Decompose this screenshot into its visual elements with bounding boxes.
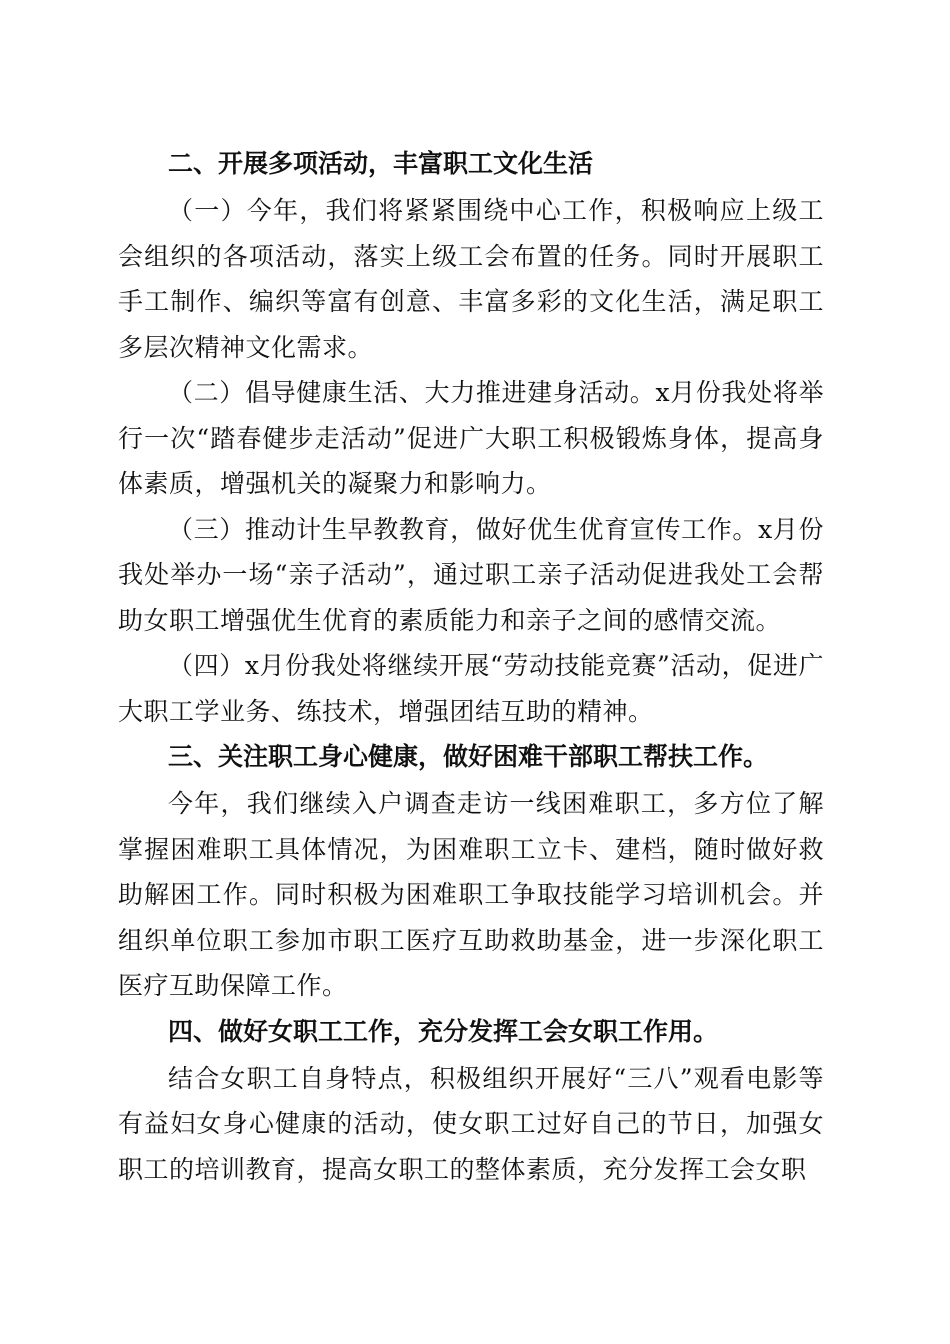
section-heading-3: 三、关注职工身心健康，做好困难干部职工帮扶工作。 bbox=[168, 742, 769, 771]
section-2-item-3: （三）推动计生早教教育，做好优生优育宣传工作。x月份我处举办一场“亲子活动”，通过职工亲子活动促进我处工会帮助女职工增强优生优育的素质能力和亲子之间的感情交流。 bbox=[118, 514, 824, 635]
section-2-item-4: （四）x月份我处将继续开展“劳动技能竞赛”活动，促进广大职工学业务、练技术，增强团结互助的精神。 bbox=[118, 651, 824, 726]
section-2-item-1: （一）今年，我们将紧紧围绕中心工作，积极响应上级工会组织的各项活动，落实上级工会布置的任务。同时开展职工手工制作、编织等富有创意、丰富多彩的文化生活，满足职工多层次精神文化需求。 bbox=[118, 196, 824, 362]
document-body bbox=[118, 143, 824, 1192]
section-heading-4: 四、做好女职工工作，充分发挥工会女职工作用。 bbox=[168, 1016, 719, 1046]
section-heading-2: 二、开展多项活动，丰富职工文化生活 bbox=[168, 149, 594, 178]
section-3-paragraph: 今年，我们继续入户调查走访一线困难职工，多方位了解掌握困难职工具体情况，为困难职工立卡、建档，随时做好救助解困工作。同时积极为困难职工争取技能学习培训机会。并组织单位职工参加市职工医疗互助救助基金，进一步深化职工医疗互助保障工作。 bbox=[118, 789, 824, 1000]
section-4-paragraph: 结合女职工自身特点，积极组织开展好“三八”观看电影等有益妇女身心健康的活动，使女职工过好自己的节日，加强女职工的培训教育，提高女职工的整体素质，充分发挥工会女职 bbox=[118, 1063, 824, 1184]
section-2-item-2: （二）倡导健康生活、大力推进建身活动。x月份我处将举行一次“踏春健步走活动”促进广大职工积极锻炼身体，提高身体素质，增强机关的凝聚力和影响力。 bbox=[118, 378, 824, 498]
